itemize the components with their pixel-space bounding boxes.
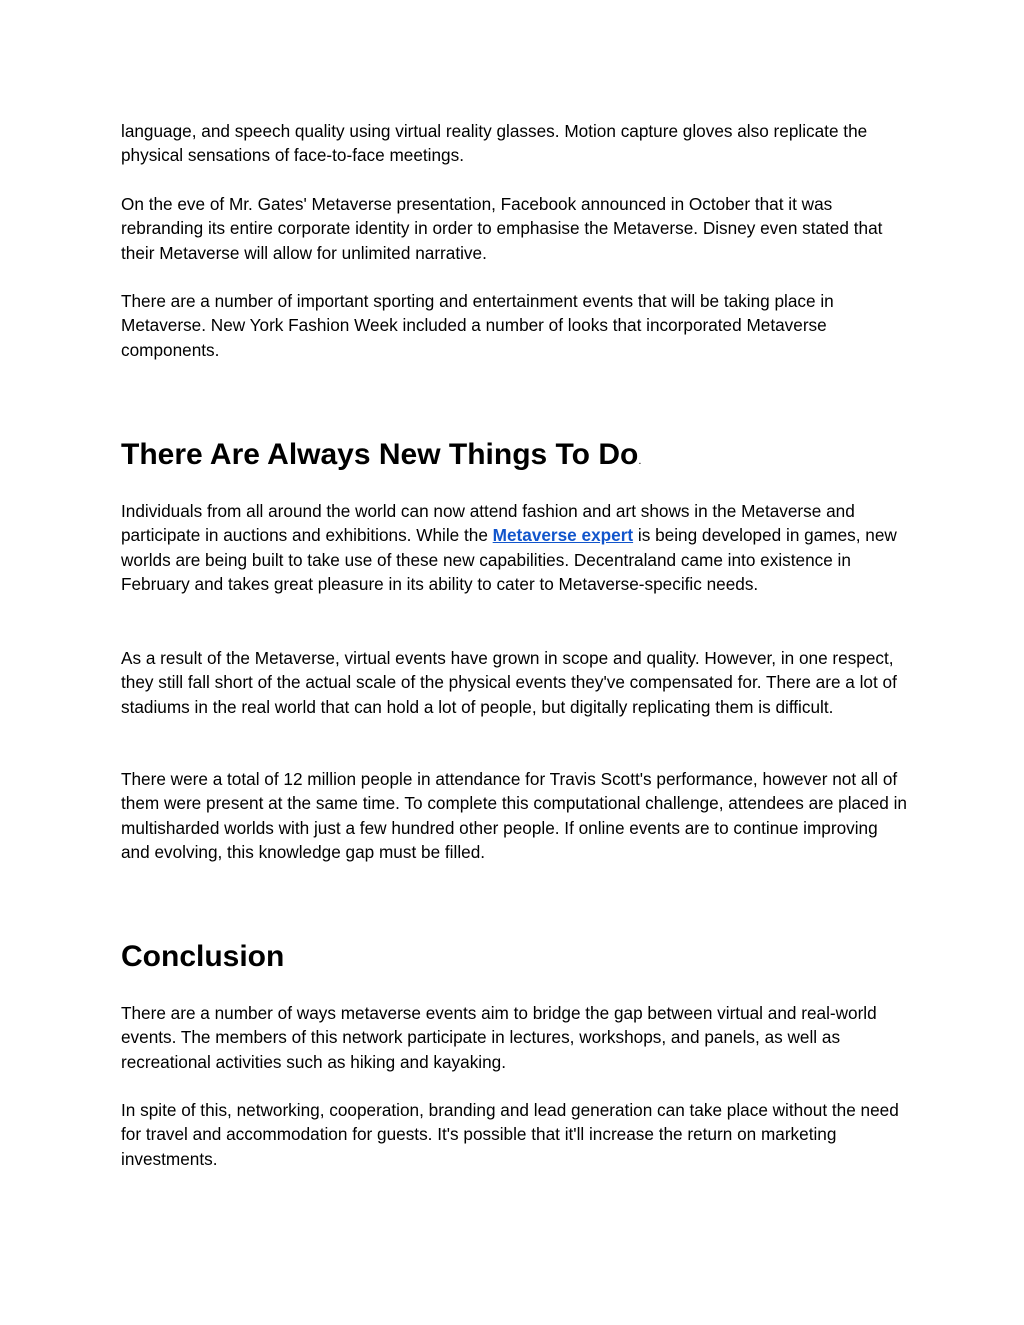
paragraph-sporting-events: There are a number of important sporting and entertainment events that will be taking place in Metaverse. New York Fashion Week included a number of looks that incorporated Metaverse components. — [121, 291, 834, 360]
section-heading-new-things-text: There Are Always New Things To Do — [121, 438, 639, 471]
paragraph-fashion-shows — [121, 499, 911, 597]
paragraph-fashion-shows-start: Individuals from all around the world can now attend fashion and art shows in the Metaverse and participate in auctions and exhibitions. While the — [121, 501, 855, 546]
paragraph-virtual-events-scope: As a result of the Metaverse, virtual events have grown in scope and quality. However, in one respect, they still fall short of the actual scale of the physical events they've compensated for. There are a lot of stadiums in the real world that can hold a lot of people, but digitally replicating them is difficult. — [121, 648, 897, 717]
section-heading-new-things — [121, 437, 641, 479]
section-heading-conclusion: Conclusion — [121, 940, 285, 973]
paragraph-networking: In spite of this, networking, cooperation, branding and lead generation can take place without the need for travel and accommodation for guests. It's possible that it'll increase the return on marketing investments. — [121, 1100, 899, 1169]
paragraph-fashion-shows-end: is being developed in games, new worlds are being built to take use of these new capabilities. Decentraland came into existence in February and takes great pleasure in its ability to cater to Metaverse-specific needs. — [121, 525, 897, 595]
paragraph-facebook-rebrand: On the eve of Mr. Gates' Metaverse presentation, Facebook announced in October that it was rebranding its entire corporate identity in order to emphasise the Metaverse. Disney even stated that their Metaverse will allow for unlimited narrative. — [121, 194, 883, 263]
metaverse-expert-link[interactable]: Metaverse expert — [492, 525, 634, 546]
section-heading-new-things-suffix: . — [638, 455, 642, 467]
paragraph-vr-meetings: language, and speech quality using virtual reality glasses. Motion capture gloves also replicate the physical sensations of face-to-face meetings. — [121, 121, 868, 166]
paragraph-travis-scott: There were a total of 12 million people in attendance for Travis Scott's performance, however not all of them were present at the same time. To complete this computational challenge, attendees are placed in multisharded worlds with just a few hundred other people. If online events are to continue improving and evolving, this knowledge gap must be filled. — [121, 769, 907, 863]
paragraph-bridge-gap: There are a number of ways metaverse events aim to bridge the gap between virtual and real-world events. The members of this network participate in lectures, workshops, and panels, as well as recreational activities such as hiking and kayaking. — [121, 1003, 877, 1072]
